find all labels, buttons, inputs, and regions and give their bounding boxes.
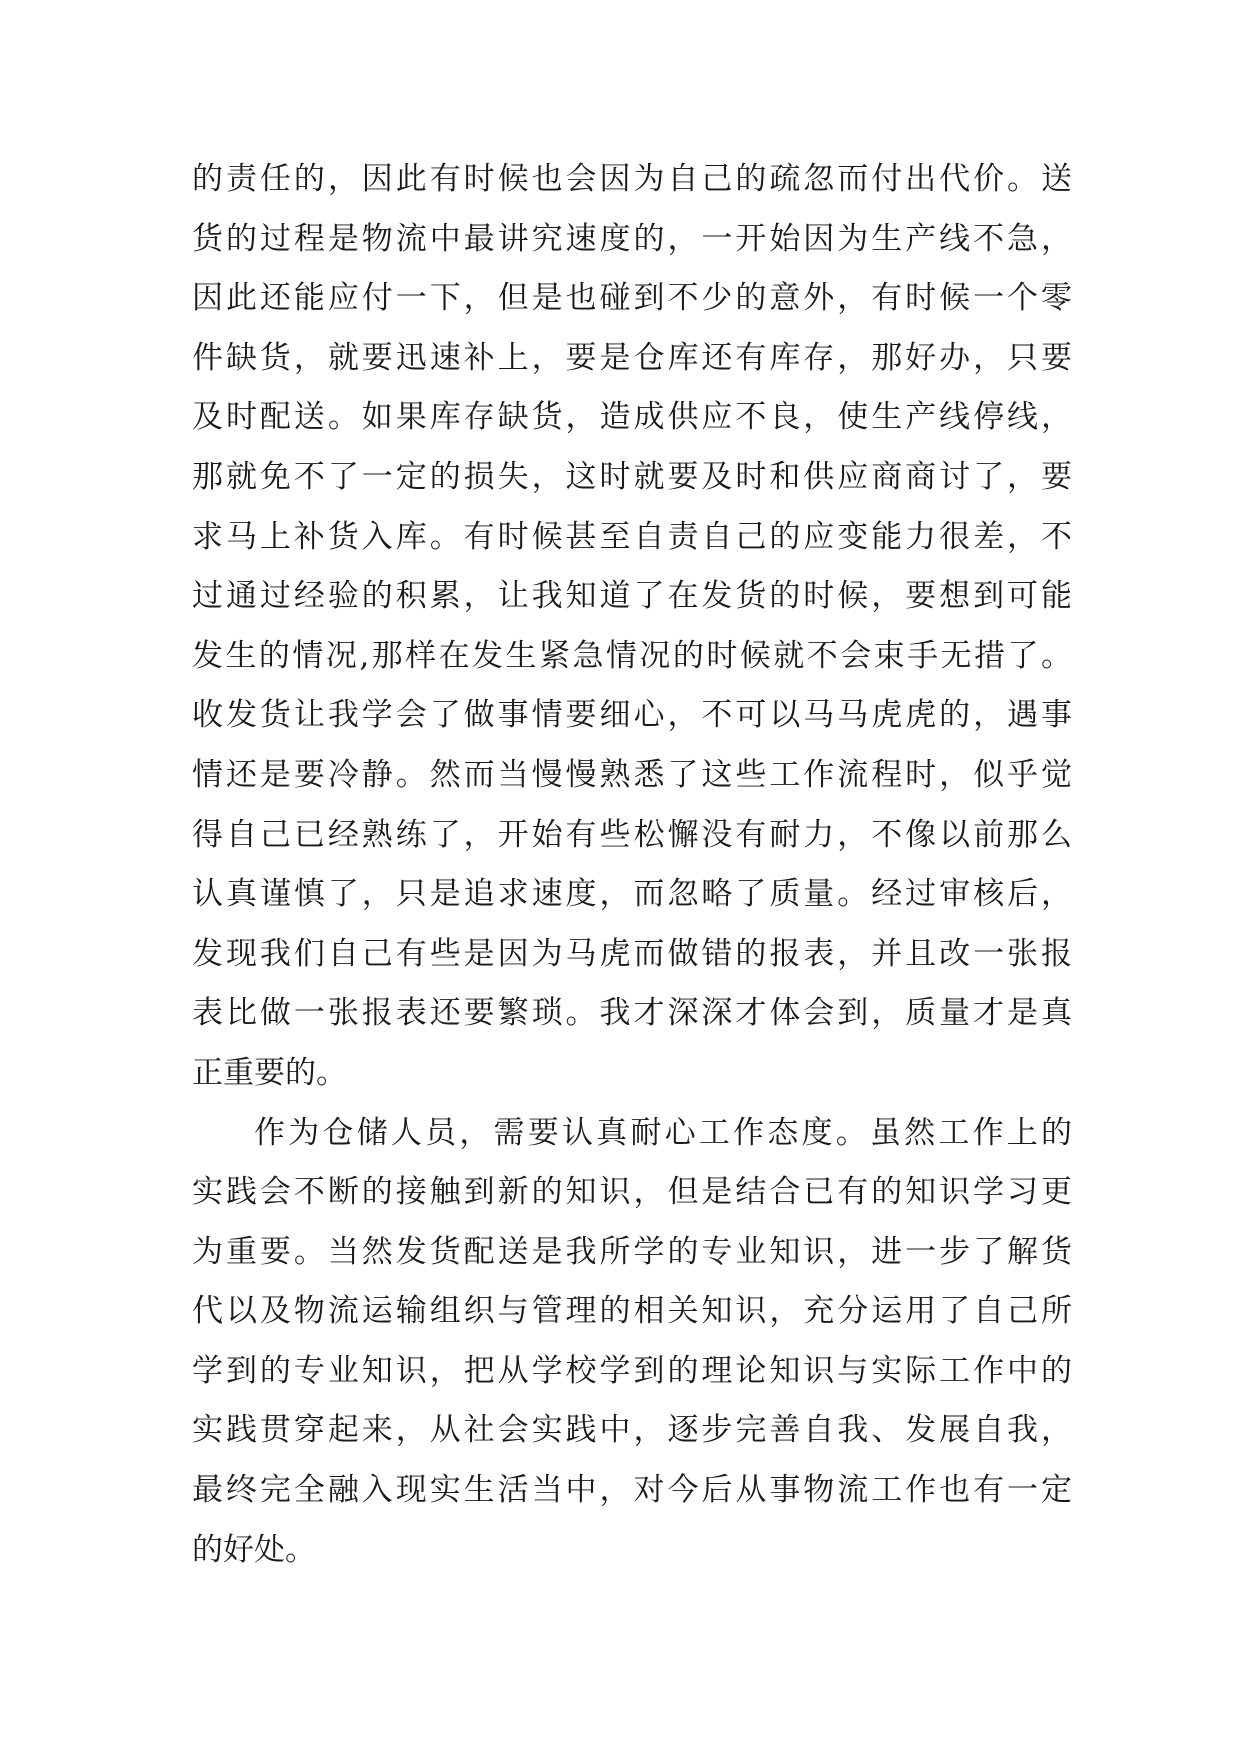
text-line: 实践贯穿起来，从社会实践中，逐步完善自我、发展自我，	[192, 1412, 1072, 1449]
text-line: 表比做一张报表还要繁琐。我才深深才体会到，质量才是真	[192, 995, 1072, 1032]
text-line: 实践会不断的接触到新的知识，但是结合已有的知识学习更	[192, 1174, 1072, 1211]
body-text	[192, 150, 1072, 1580]
paragraph-end-line: 正重要的。	[192, 1054, 347, 1091]
text-line: 求马上补货入库。有时候甚至自责自己的应变能力很差，不	[192, 518, 1072, 555]
text-line: 认真谨慎了，只是追求速度，而忽略了质量。经过审核后，	[192, 876, 1072, 913]
text-line: 学到的专业知识，把从学校学到的理论知识与实际工作中的	[192, 1352, 1072, 1389]
text-line: 发生的情况,那样在发生紧急情况的时候就不会束手无措了。	[192, 637, 1072, 674]
text-line: 代以及物流运输组织与管理的相关知识，充分运用了自己所	[192, 1293, 1072, 1330]
text-line: 过通过经验的积累，让我知道了在发货的时候，要想到可能	[192, 578, 1072, 615]
text-line: 货的过程是物流中最讲究速度的，一开始因为生产线不急，	[192, 220, 1072, 257]
text-line: 情还是要冷静。然而当慢慢熟悉了这些工作流程时，似乎觉	[192, 756, 1072, 793]
text-line: 那就免不了一定的损失，这时就要及时和供应商商讨了，要	[192, 458, 1072, 495]
text-line: 得自己已经熟练了，开始有些松懈没有耐力，不像以前那么	[192, 816, 1072, 853]
text-line: 发现我们自己有些是因为马虎而做错的报表，并且改一张报	[192, 935, 1072, 972]
text-line: 收发货让我学会了做事情要细心，不可以马马虎虎的，遇事	[192, 697, 1072, 734]
text-line: 因此还能应付一下，但是也碰到不少的意外，有时候一个零	[192, 280, 1072, 317]
text-line: 件缺货，就要迅速补上，要是仓库还有库存，那好办，只要	[192, 339, 1072, 376]
text-line: 及时配送。如果库存缺货，造成供应不良，使生产线停线，	[192, 399, 1072, 436]
paragraph-first-line: 作为仓储人员，需要认真耐心工作态度。虽然工作上的	[254, 1114, 1072, 1151]
text-line: 最终完全融入现实生活当中，对今后从事物流工作也有一定	[192, 1472, 1072, 1509]
text-line: 为重要。当然发货配送是我所学的专业知识，进一步了解货	[192, 1233, 1072, 1270]
paragraph-end-line: 的好处。	[192, 1531, 316, 1568]
text-line: 的责任的，因此有时候也会因为自己的疏忽而付出代价。送	[192, 161, 1072, 197]
